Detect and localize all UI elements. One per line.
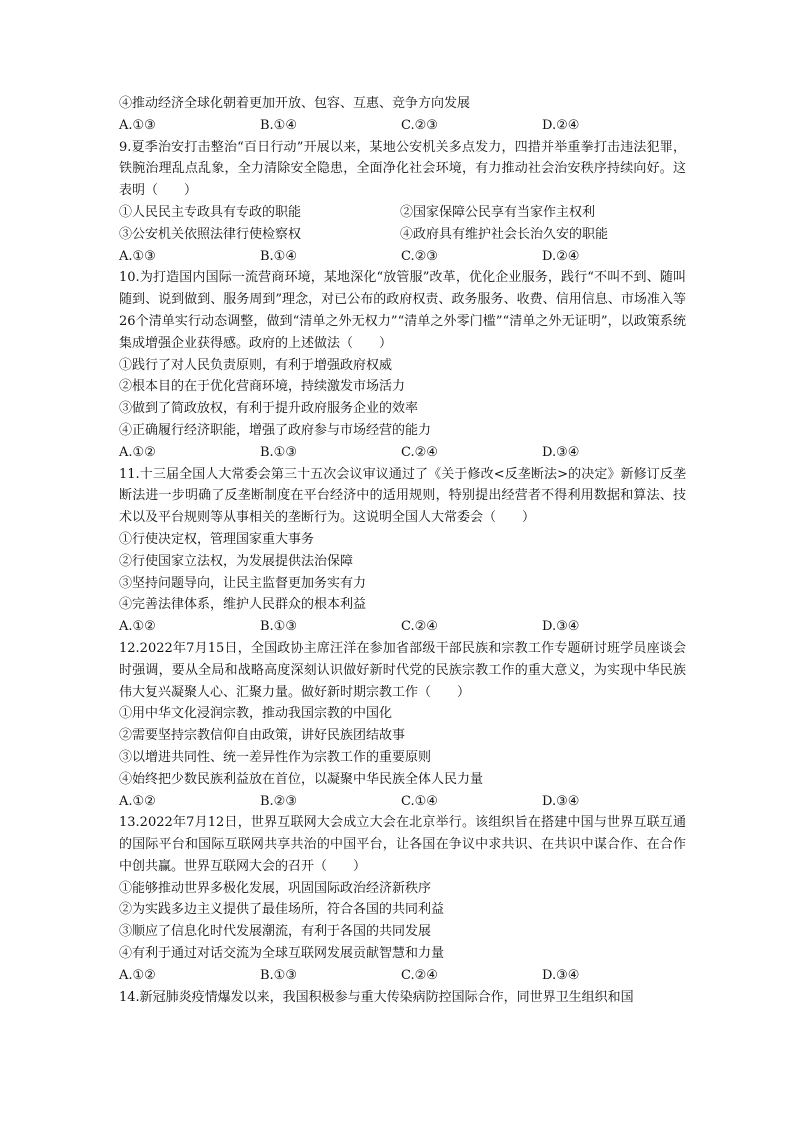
q14-stem: 14.新冠肺炎疫情爆发以来，我国积极参与重大传染病防控国际合作，同世界卫生组织和国 <box>119 989 634 1005</box>
q8-option-c: C.②③ <box>401 117 438 133</box>
q9-stem: 9.夏季治安打击整治“百日行动”开展以来，某地公安机关多点发力，四措并举重拳打击违法犯罪，铁腕治理乱点乱象，全力清除安全隐患，全面净化社会环境，有力推动社会治安秩序持续向好。这表明（ ） <box>119 139 686 199</box>
q10-options <box>119 442 686 464</box>
q9-item-4: ④政府具有维护社会长治久安的职能 <box>400 226 609 242</box>
q9-option-c: C.②③ <box>401 248 438 264</box>
q12-option-b: B.②③ <box>260 793 297 809</box>
q13-option-d: D.③④ <box>542 967 580 983</box>
q12-item-2: ②需要坚持宗教信仰自由政策，讲好民族团结故事 <box>119 728 406 744</box>
q10-item-1: ①践行了对人民负责原则，有利于增强政府权威 <box>119 357 393 373</box>
q12-stem: 12.2022年7月15日，全国政协主席汪洋在参加省部级干部民族和宗教工作专题研讨班学员座谈会时强调，要从全局和战略高度深刻认识做好新时代党的民族宗教工作的重大意义，为实现中华民族伟大复兴凝聚人心、汇聚力量。做好新时期宗教工作（ ） <box>119 640 686 700</box>
q11-option-a: A.①② <box>119 619 156 635</box>
q10-option-a: A.①② <box>119 444 156 460</box>
q12-option-a: A.①② <box>119 793 156 809</box>
q12-option-d: D.③④ <box>542 793 580 809</box>
q10-option-d: D.③④ <box>542 444 580 460</box>
q9-items-row-1 <box>119 202 686 224</box>
q12-option-c: C.①④ <box>401 793 438 809</box>
q13-option-a: A.①② <box>119 967 156 983</box>
q9-options <box>119 246 686 268</box>
q13-option-b: B.①③ <box>260 967 297 983</box>
q10-item-3: ③做到了简政放权，有利于提升政府服务企业的效率 <box>119 401 419 417</box>
q10-item-2: ②根本目的在于优化营商环境，持续激发市场活力 <box>119 379 406 395</box>
q11-option-b: B.①③ <box>260 619 297 635</box>
q11-item-1: ①行使决定权，管理国家重大事务 <box>119 531 315 547</box>
q9-items-row-2 <box>119 224 686 246</box>
q8-option-a: A.①③ <box>119 117 156 133</box>
q11-option-d: D.③④ <box>542 619 580 635</box>
q11-item-3: ③坚持问题导向，让民主监督更加务实有力 <box>119 575 367 591</box>
q13-item-4: ④有利于通过对话交流为全球互联网发展贡献智慧和力量 <box>119 946 445 962</box>
q13-options <box>119 965 686 987</box>
q9-option-a: A.①③ <box>119 248 156 264</box>
q11-option-c: C.②④ <box>401 619 438 635</box>
q10-option-c: C.②④ <box>401 444 438 460</box>
q8-item-4: ④推动经济全球化朝着更加开放、包容、互惠、竞争方向发展 <box>119 96 471 111</box>
q13-item-3: ③顺应了信息化时代发展潮流，有利于各国的共同发展 <box>119 924 432 940</box>
q12-item-4: ④始终把少数民族利益放在首位，以凝聚中华民族全体人民力量 <box>119 771 484 787</box>
q10-item-4: ④正确履行经济职能，增强了政府参与市场经营的能力 <box>119 422 432 438</box>
q9-option-b: B.①④ <box>260 248 297 264</box>
q13-item-1: ①能够推动世界多极化发展，巩固国际政治经济新秩序 <box>119 880 432 896</box>
q11-item-4: ④完善法律体系，维护人民群众的根本利益 <box>119 597 367 613</box>
q8-option-b: B.①④ <box>260 117 297 133</box>
q9-item-2: ②国家保障公民享有当家作主权利 <box>400 204 596 220</box>
q12-item-1: ①用中华文化浸润宗教，推动我国宗教的中国化 <box>119 706 393 722</box>
q11-stem: 11.十三届全国人大常委会第三十五次会议审议通过了《关于修改<反垄断法>的决定》新修订反垄断法进一步明确了反垄断制度在平台经济中的适用规则，特别提出经营者不得利用数据和算法、技术以及平台规则等从事相关的垄断行为。这说明全国人大常委会（ ） <box>119 466 686 526</box>
q13-option-c: C.②④ <box>401 967 438 983</box>
q11-options <box>119 616 686 638</box>
q11-item-2: ②行使国家立法权，为发展提供法治保障 <box>119 553 354 569</box>
q13-item-2: ②为实践多边主义提供了最佳场所，符合各国的共同利益 <box>119 902 445 918</box>
q12-item-3: ③以增进共同性、统一差异性作为宗教工作的重要原则 <box>119 749 432 765</box>
q13-stem: 13.2022年7月12日，世界互联网大会成立大会在北京举行。该组织旨在搭建中国与世界互联互通的国际平台和国际互联网共享共治的中国平台，让各国在争议中求共识、在共识中谋合作、在合作中创共赢。世界互联网大会的召开（ ） <box>119 815 686 874</box>
q12-options <box>119 791 686 813</box>
q9-option-d: D.②④ <box>542 248 580 264</box>
q9-item-1: ①人民民主专政具有专政的职能 <box>119 204 302 220</box>
exam-page <box>119 93 686 1008</box>
q10-option-b: B.①③ <box>260 444 297 460</box>
q10-stem: 10.为打造国内国际一流营商环境，某地深化“放管服”改革，优化企业服务，践行“不叫不到、随叫随到、说到做到、服务周到”理念，对已公布的政府权责、政务服务、收费、信用信息、市场准入等26个清单实行动态调整，做到“清单之外无权力”“清单之外零门槛”“清单之外无证明”，以政策系统集成增强企业获得感。政府的上述做法（ ） <box>119 270 686 351</box>
q8-option-d: D.②④ <box>542 117 580 133</box>
q9-item-3: ③公安机关依照法律行使检察权 <box>119 226 302 242</box>
q8-options <box>119 115 686 137</box>
